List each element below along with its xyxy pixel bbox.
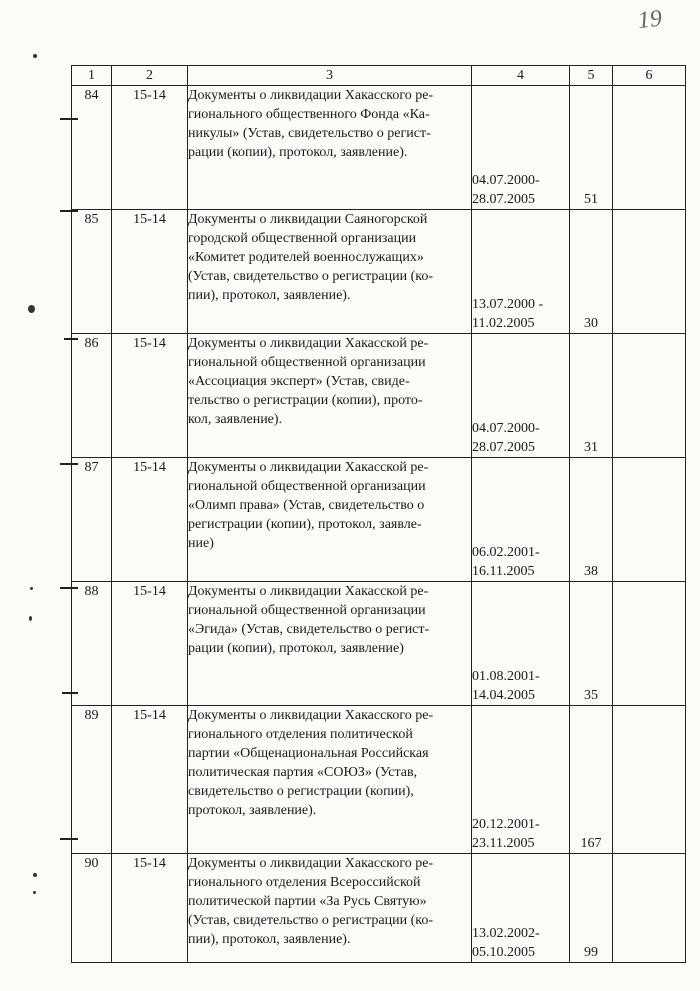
document-title: Документы о ликвидации Хакасского ре- гионального отделения политической партии «Общенациональная Российская политическая партия «СОЮЗ» (Устав, свидетельство о регистрации (копии), протокол, заявление).: [188, 708, 434, 818]
column-header: 3: [188, 66, 472, 86]
date-range-cell: [472, 458, 570, 582]
document-title-cell: [188, 334, 472, 458]
scan-speck: [33, 873, 37, 877]
table-row: [72, 210, 686, 334]
inventory-table: [71, 65, 686, 963]
notes-cell: [613, 334, 686, 458]
document-title: Документы о ликвидации Хакасской ре- гиональной общественной организации «Олимп права» (Устав, свидетельство о регистрации (копии), протокол, заявле- ние): [188, 460, 429, 551]
document-title-cell: [188, 854, 472, 963]
date-range: 06.02.2001- 16.11.2005: [472, 545, 540, 579]
sheet-count: 167: [570, 706, 613, 854]
document-title: Документы о ликвидации Саяногорской городской общественной организации «Комитет родителей военнослужащих» (Устав, свидетельство о регистрации (ко- пии), протокол, заявление).: [188, 212, 433, 303]
column-header: 2: [112, 66, 188, 86]
sheet-count: 99: [570, 854, 613, 963]
table-row: [72, 334, 686, 458]
sheet-count: 31: [570, 334, 613, 458]
notes-cell: [613, 458, 686, 582]
scan-speck: [33, 54, 37, 58]
sheet-count: 30: [570, 210, 613, 334]
notes-cell: [613, 706, 686, 854]
column-header: 1: [72, 66, 112, 86]
table-row: [72, 706, 686, 854]
row-number: 88: [72, 582, 112, 706]
scan-speck: [29, 616, 32, 621]
table-row: [72, 582, 686, 706]
notes-cell: [613, 86, 686, 210]
fund-number: 15-14: [112, 210, 188, 334]
fund-number: 15-14: [112, 854, 188, 963]
sheet-count: 38: [570, 458, 613, 582]
document-title-cell: [188, 210, 472, 334]
fund-number: 15-14: [112, 458, 188, 582]
date-range-cell: [472, 86, 570, 210]
date-range: 04.07.2000- 28.07.2005: [472, 173, 540, 207]
document-title-cell: [188, 458, 472, 582]
row-number: 90: [72, 854, 112, 963]
row-number: 87: [72, 458, 112, 582]
fund-number: 15-14: [112, 582, 188, 706]
date-range: 20.12.2001- 23.11.2005: [472, 817, 540, 851]
page-number: 19: [636, 5, 664, 35]
fund-number: 15-14: [112, 706, 188, 854]
date-range: 13.02.2002- 05.10.2005: [472, 926, 540, 960]
column-header: 6: [613, 66, 686, 86]
notes-cell: [613, 582, 686, 706]
document-title: Документы о ликвидации Хакасской ре- гиональной общественной организации «Ассоциация эксперт» (Устав, свиде- тельство о регистрации (копии), прото- кол, заявление).: [188, 336, 429, 427]
document-title: Документы о ликвидации Хакасского ре- гионального отделения Всероссийской политической партии «За Русь Святую» (Устав, свидетельство о регистрации (ко- пии), протокол, заявление).: [188, 856, 434, 947]
document-title-cell: [188, 706, 472, 854]
scan-speck: [28, 305, 35, 313]
date-range-cell: [472, 582, 570, 706]
date-range-cell: [472, 210, 570, 334]
table-row: [72, 854, 686, 963]
row-number: 85: [72, 210, 112, 334]
column-header: 4: [472, 66, 570, 86]
fund-number: 15-14: [112, 86, 188, 210]
date-range: 01.08.2001- 14.04.2005: [472, 669, 540, 703]
date-range: 04.07.2000- 28.07.2005: [472, 421, 540, 455]
table-row: [72, 86, 686, 210]
notes-cell: [613, 854, 686, 963]
table-row: [72, 458, 686, 582]
date-range-cell: [472, 334, 570, 458]
column-header: 5: [570, 66, 613, 86]
sheet-count: 51: [570, 86, 613, 210]
date-range-cell: [472, 706, 570, 854]
document-title-cell: [188, 582, 472, 706]
row-number: 89: [72, 706, 112, 854]
row-number: 84: [72, 86, 112, 210]
row-number: 86: [72, 334, 112, 458]
date-range: 13.07.2000 - 11.02.2005: [472, 297, 544, 331]
notes-cell: [613, 210, 686, 334]
document-title: Документы о ликвидации Хакасского ре- гионального общественного Фонда «Ка- никулы» (Устав, свидетельство о регист- рации (копии), протокол, заявление).: [188, 88, 434, 160]
date-range-cell: [472, 854, 570, 963]
scan-speck: [30, 587, 33, 590]
document-title: Документы о ликвидации Хакасской ре- гиональной общественной организации «Эгида» (Устав, свидетельство о регист- рации (копии), протокол, заявление): [188, 584, 430, 656]
scan-speck: [33, 891, 36, 894]
sheet-count: 35: [570, 582, 613, 706]
header-row: [72, 66, 686, 86]
document-title-cell: [188, 86, 472, 210]
fund-number: 15-14: [112, 334, 188, 458]
